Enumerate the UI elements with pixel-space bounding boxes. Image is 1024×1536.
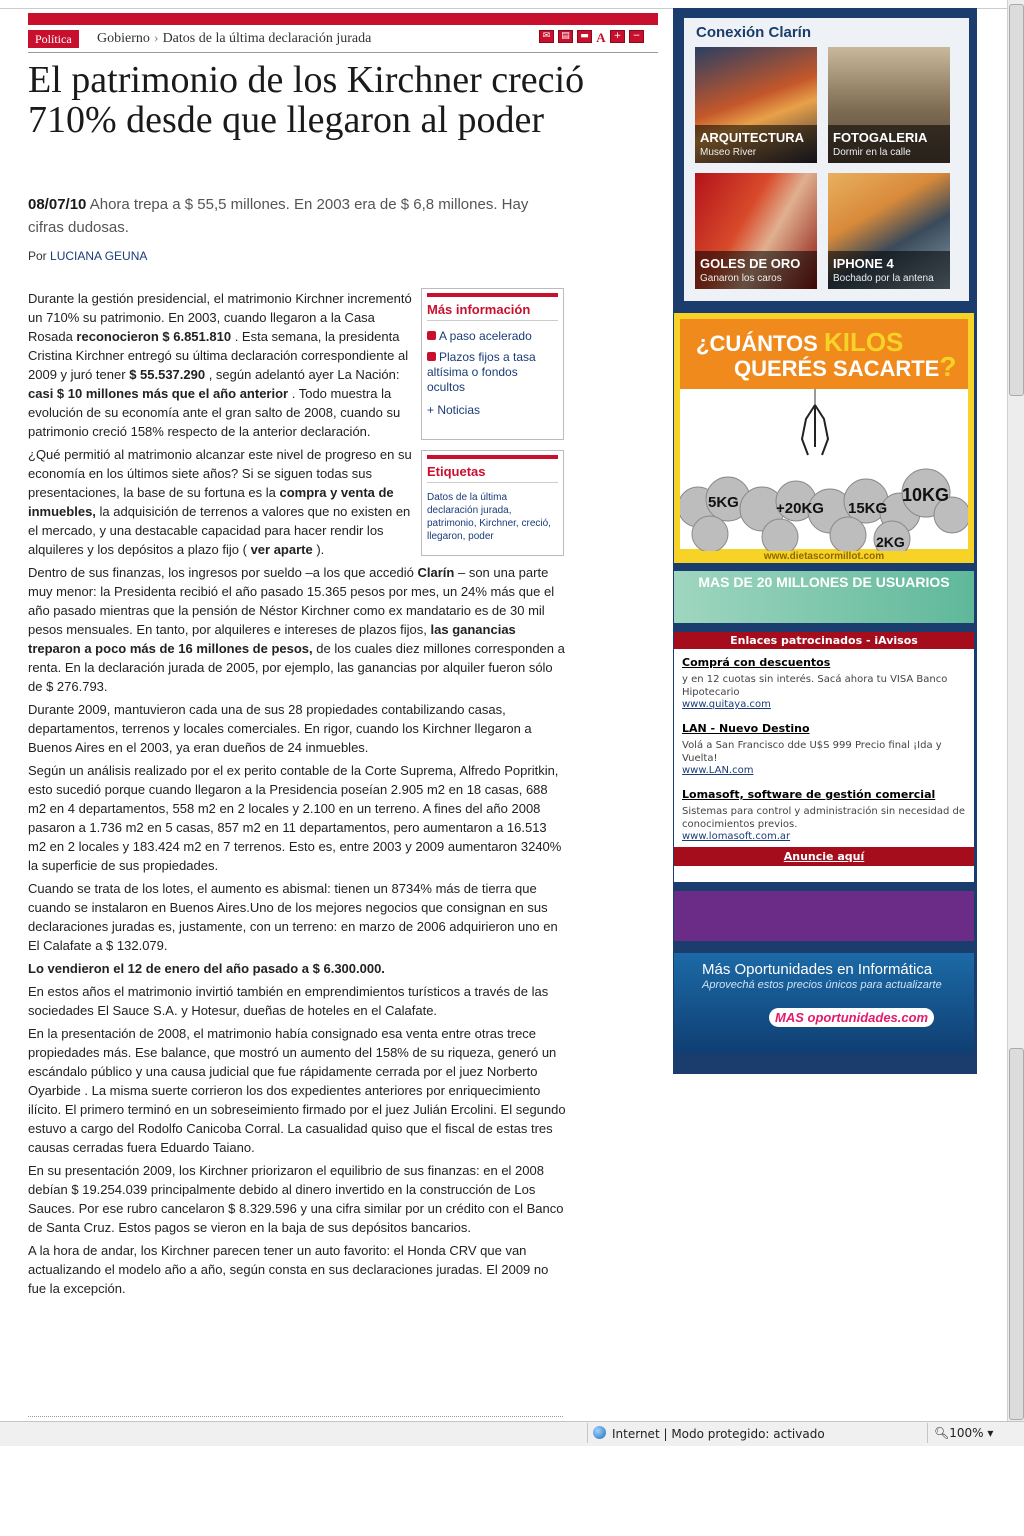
weight-label: 15KG xyxy=(848,500,888,517)
conexion-title: Conexión Clarín xyxy=(696,24,812,41)
claw-illustration xyxy=(680,389,968,551)
article-summary xyxy=(28,193,568,239)
tile-subtitle: Museo River xyxy=(700,147,757,158)
weight-label: 10KG xyxy=(902,485,950,505)
font-size-icon[interactable]: A xyxy=(596,30,606,45)
tile-goles-de-oro[interactable] xyxy=(695,173,817,289)
dotted-divider xyxy=(28,1416,563,1417)
sponsored-url[interactable]: www.lomasoft.com.ar xyxy=(682,831,791,842)
article-tools xyxy=(539,30,644,43)
arrow-icon xyxy=(427,331,436,340)
arrow-icon xyxy=(427,352,436,361)
paragraph: Según un análisis realizado por el ex perito contable de la Corte Suprema, Alfredo Popritkin, esto sucedió porque cuando llegaron a la Presidencia poseían 2.905 m2 en 18 casas, 688 m2 en 4 departamentos, 558 m2 en 2 locales y 2.100 en un terreno. A fines del año 2008 pasaron a 1.736 m2 en 5 casas, 857 m2 en 11 departamentos, pero aumentaron a 16.513 m2 en 2 locales y 183.424 m2 en 7 terrenos. Esto es, entre 2003 y 2009 aumentaron 3240% la superficie de sus propiedades. xyxy=(28,763,562,873)
more-info-title: Más información xyxy=(427,302,531,317)
paragraph: En su presentación 2009, los Kirchner priorizaron el equilibrio de sus finanzas: en el 2008 debían $ 19.254.039 principalmente debido al dinero invertido en la construcción de Los Sauces. Por ese rubro cancelaron $ 8.329.596 y una cifra similar por un crédito con el Banco de Santa Cruz. Estos pagos se vieron en la baja de sus depósitos bancarios. xyxy=(28,1163,564,1235)
ad-logo: MAS oportunidades.com xyxy=(769,1008,934,1027)
print-icon[interactable]: ▤ xyxy=(558,30,573,43)
summary-text: Ahora trepa a $ 55,5 millones. En 2003 era de $ 6,8 millones. Hay cifras dudosas. xyxy=(28,196,529,236)
breadcrumb-item[interactable]: Datos de la última declaración jurada xyxy=(162,31,372,46)
paragraph: Dentro de sus finanzas, los ingresos por sueldo –a los que accedió Clarín – son una parte muy menor: la Presidenta recibió el año pasado 15.365 pesos por mes, un 24% más que el año pasado mientras que la pensión de Néstor Kirchner como ex mandatario es de 30 mil pesos mensuales. En tanto, por alquileres e intereses de plazos fijos, las ganancias treparon a poco más de 16 millones de pesos, de los cuales diez millones corresponden a renta. En la declaración jurada de 2005, por ejemplo, las ganancias por alquiler fueron sólo de $ 276.793. xyxy=(28,565,565,694)
sponsored-item[interactable] xyxy=(682,722,967,776)
sponsored-desc: y en 12 cuotas sin interés. Sacá ahora tu VISA Banco Hipotecario xyxy=(682,674,948,698)
ver-aparte-link[interactable]: ver aparte xyxy=(250,542,313,557)
breadcrumb-item[interactable]: Gobierno xyxy=(97,31,150,46)
article-date: 08/07/10 xyxy=(28,196,87,213)
byline-prefix: Por xyxy=(28,249,47,263)
more-info-box xyxy=(421,288,564,440)
ad-title: Más Oportunidades en Informática xyxy=(702,961,933,978)
zoom-control[interactable] xyxy=(934,1426,993,1440)
globe-icon xyxy=(593,1426,606,1439)
more-info-link[interactable]: A paso acelerado xyxy=(427,329,558,344)
chevron-right-icon: › xyxy=(153,31,159,46)
paragraph: Lo vendieron el 12 de enero del año pasado a $ 6.300.000. xyxy=(28,961,385,976)
paragraph: En estos años el matrimonio invirtió también en emprendimientos turísticos a través de las sociedades El Sauce S.A. y Hotesur, dueñas de hoteles en el Calafate. xyxy=(28,984,549,1018)
ad-users-text: MAS DE 20 MILLONES DE USUARIOS xyxy=(698,574,950,590)
tile-subtitle: Ganaron los caros xyxy=(700,273,782,284)
scrollbar-thumb[interactable] xyxy=(1009,1048,1024,1420)
author-name[interactable]: LUCIANA GEUNA xyxy=(50,249,148,263)
paragraph: ¿Qué permitió al matrimonio alcanzar este nivel de progreso en su economía en los últimos siete años? Si se siguen todas sus presentaciones, la base de su fortuna es la compra y venta de inmuebles, la adquisición de terrenos a valores que no existen en el mercado, y una destacable capacidad para hacer rendir los alquileres y los depósitos a plazo fijo ( ver aparte ). xyxy=(28,447,412,557)
ad-diet[interactable]: ¿CUÁNTOS KILOS QUERÉS SACARTE? 5KG +20KG 15KG 10KG 2KG www.dietascormillot.com xyxy=(674,313,974,563)
more-info-link[interactable]: Plazos fijos a tasa altísima o fondos ocultos xyxy=(427,350,536,394)
minus-icon[interactable]: − xyxy=(629,30,644,43)
tile-subtitle: Bochado por la antena xyxy=(833,273,934,284)
share-icon[interactable]: ▬ xyxy=(577,30,592,43)
ad-subtitle: Aprovechá estos precios únicos para actualizarte xyxy=(702,979,942,991)
tile-title: IPHONE 4 xyxy=(833,256,894,271)
paragraph: En la presentación de 2008, el matrimonio había consignado esa venta entre otras trece propiedades más. Ese balance, que mostró un aumento del 158% de su riqueza, generó un escándalo público y una causa judicial que fue rápidamente cerrada por el juez Norberto Oyarbide . La misma suerte corrieron los dos expedientes anteriores por enriquecimiento ilícito. El primero terminó en un sobreseimiento firmado por el juez Julián Ercolini. El segundo estuvo a cargo del Rodolfo Canicoba Corral. La casualidad quiso que el fiscal de estas tres causas cerradas fuera Eduardo Taiano. xyxy=(28,1026,566,1155)
sponsored-url[interactable]: www.LAN.com xyxy=(682,765,754,776)
paragraph: A la hora de andar, los Kirchner parecen tener un auto favorito: el Honda CRV que van actualizando el modelo año a año, según consta en sus declaraciones juradas. El 2009 no fue la excepción. xyxy=(28,1243,549,1296)
sponsored-item[interactable] xyxy=(682,788,967,842)
tile-title: ARQUITECTURA xyxy=(700,130,804,145)
ad-mas-oportunidades[interactable] xyxy=(674,953,974,1053)
tile-title: FOTOGALERIA xyxy=(833,130,928,145)
tags-box xyxy=(421,450,564,556)
tile-arquitectura[interactable] xyxy=(695,47,817,163)
zoom-icon: 🔍︎ xyxy=(934,1426,950,1440)
scrollbar-thumb[interactable] xyxy=(1009,4,1024,396)
security-zone[interactable]: Internet | Modo protegido: activado xyxy=(612,1427,825,1441)
weight-label: 5KG xyxy=(708,494,739,511)
ad-users-banner[interactable] xyxy=(674,571,974,623)
mail-icon[interactable]: ✉ xyxy=(539,30,554,43)
paragraph: Durante la gestión presidencial, el matrimonio Kirchner incrementó un 710% su patrimonio. En 2003, cuando llegaron a la Casa Rosada reconocieron $ 6.851.810 . Esta semana, la presidenta Cristina Kirchner entregó su última declaración correspondiente al 2009 y juró tener $ 55.537.290 , según adelantó ayer La Nación: casi $ 10 millones más que el año anterior . Todo muestra la evolución de su economía ante el gran salto de 2008, cuando su patrimonio creció 158% respecto de la anterior declaración. xyxy=(28,291,412,439)
chevron-down-icon[interactable]: ▾ xyxy=(987,1426,994,1440)
sponsored-header: Enlaces patrocinados - iAvisos xyxy=(674,632,974,649)
tile-iphone[interactable] xyxy=(828,173,950,289)
section-red-bar xyxy=(28,13,658,25)
sponsored-url[interactable]: www.quitaya.com xyxy=(682,699,771,710)
tag-list[interactable]: Datos de la última declaración jurada, patrimonio, Kirchner, creció, llegaron, poder xyxy=(427,492,551,542)
ad-purple-banner[interactable] xyxy=(674,891,974,941)
plus-icon[interactable]: + xyxy=(610,30,625,43)
section-tag[interactable]: Política xyxy=(28,30,79,48)
status-bar xyxy=(0,1421,1024,1446)
weight-label: 2KG xyxy=(876,534,905,550)
advertise-here-link[interactable]: Anuncie aquí xyxy=(674,847,974,866)
sponsored-desc: Sistemas para control y administración sin necesidad de conocimientos previos. xyxy=(682,806,966,830)
ad-url: www.dietascormillot.com xyxy=(763,551,885,562)
zoom-level: 100% xyxy=(949,1426,984,1440)
tags-title: Etiquetas xyxy=(427,464,486,479)
status-divider xyxy=(587,1423,588,1443)
paragraph: Durante 2009, mantuvieron cada una de sus 28 propiedades contabilizando casas, departamentos, terrenos y locales comerciales. En rigor, cuando los Kirchner llegaron a Buenos Aires en el 2003, ya eran dueños de 24 inmuebles. xyxy=(28,702,532,755)
sponsored-title[interactable]: Lomasoft, software de gestión comercial xyxy=(682,788,936,801)
weight-label: +20KG xyxy=(776,500,824,517)
divider xyxy=(28,52,658,53)
article-body xyxy=(28,289,566,1302)
more-news-link[interactable]: + Noticias xyxy=(427,403,481,417)
tile-title: GOLES DE ORO xyxy=(700,256,801,271)
sponsored-links xyxy=(674,632,974,882)
sponsored-desc: Volá a San Francisco dde U$S 999 Precio final ¡Ida y Vuelta! xyxy=(682,740,942,764)
tile-subtitle: Dormir en la calle xyxy=(833,147,911,158)
breadcrumb xyxy=(97,31,371,47)
sponsored-title[interactable]: Comprá con descuentos xyxy=(682,656,831,669)
sponsored-title[interactable]: LAN - Nuevo Destino xyxy=(682,722,810,735)
byline xyxy=(28,249,147,263)
tile-fotogaleria[interactable] xyxy=(828,47,950,163)
article-headline: El patrimonio de los Kirchner creció 710% desde que llegaron al poder xyxy=(28,59,585,141)
status-divider xyxy=(927,1423,928,1443)
paragraph: Cuando se trata de los lotes, el aumento es abismal: tienen un 8734% más de tierra que cuando se instalaron en Buenos Aires.Uno de los mejores negocios que consignan en sus declaraciones juradas es, justamente, con un terreno: en marzo de 2006 adquirieron uno en El Calafate a $ 132.079. xyxy=(28,881,558,953)
sponsored-item[interactable] xyxy=(682,656,967,710)
